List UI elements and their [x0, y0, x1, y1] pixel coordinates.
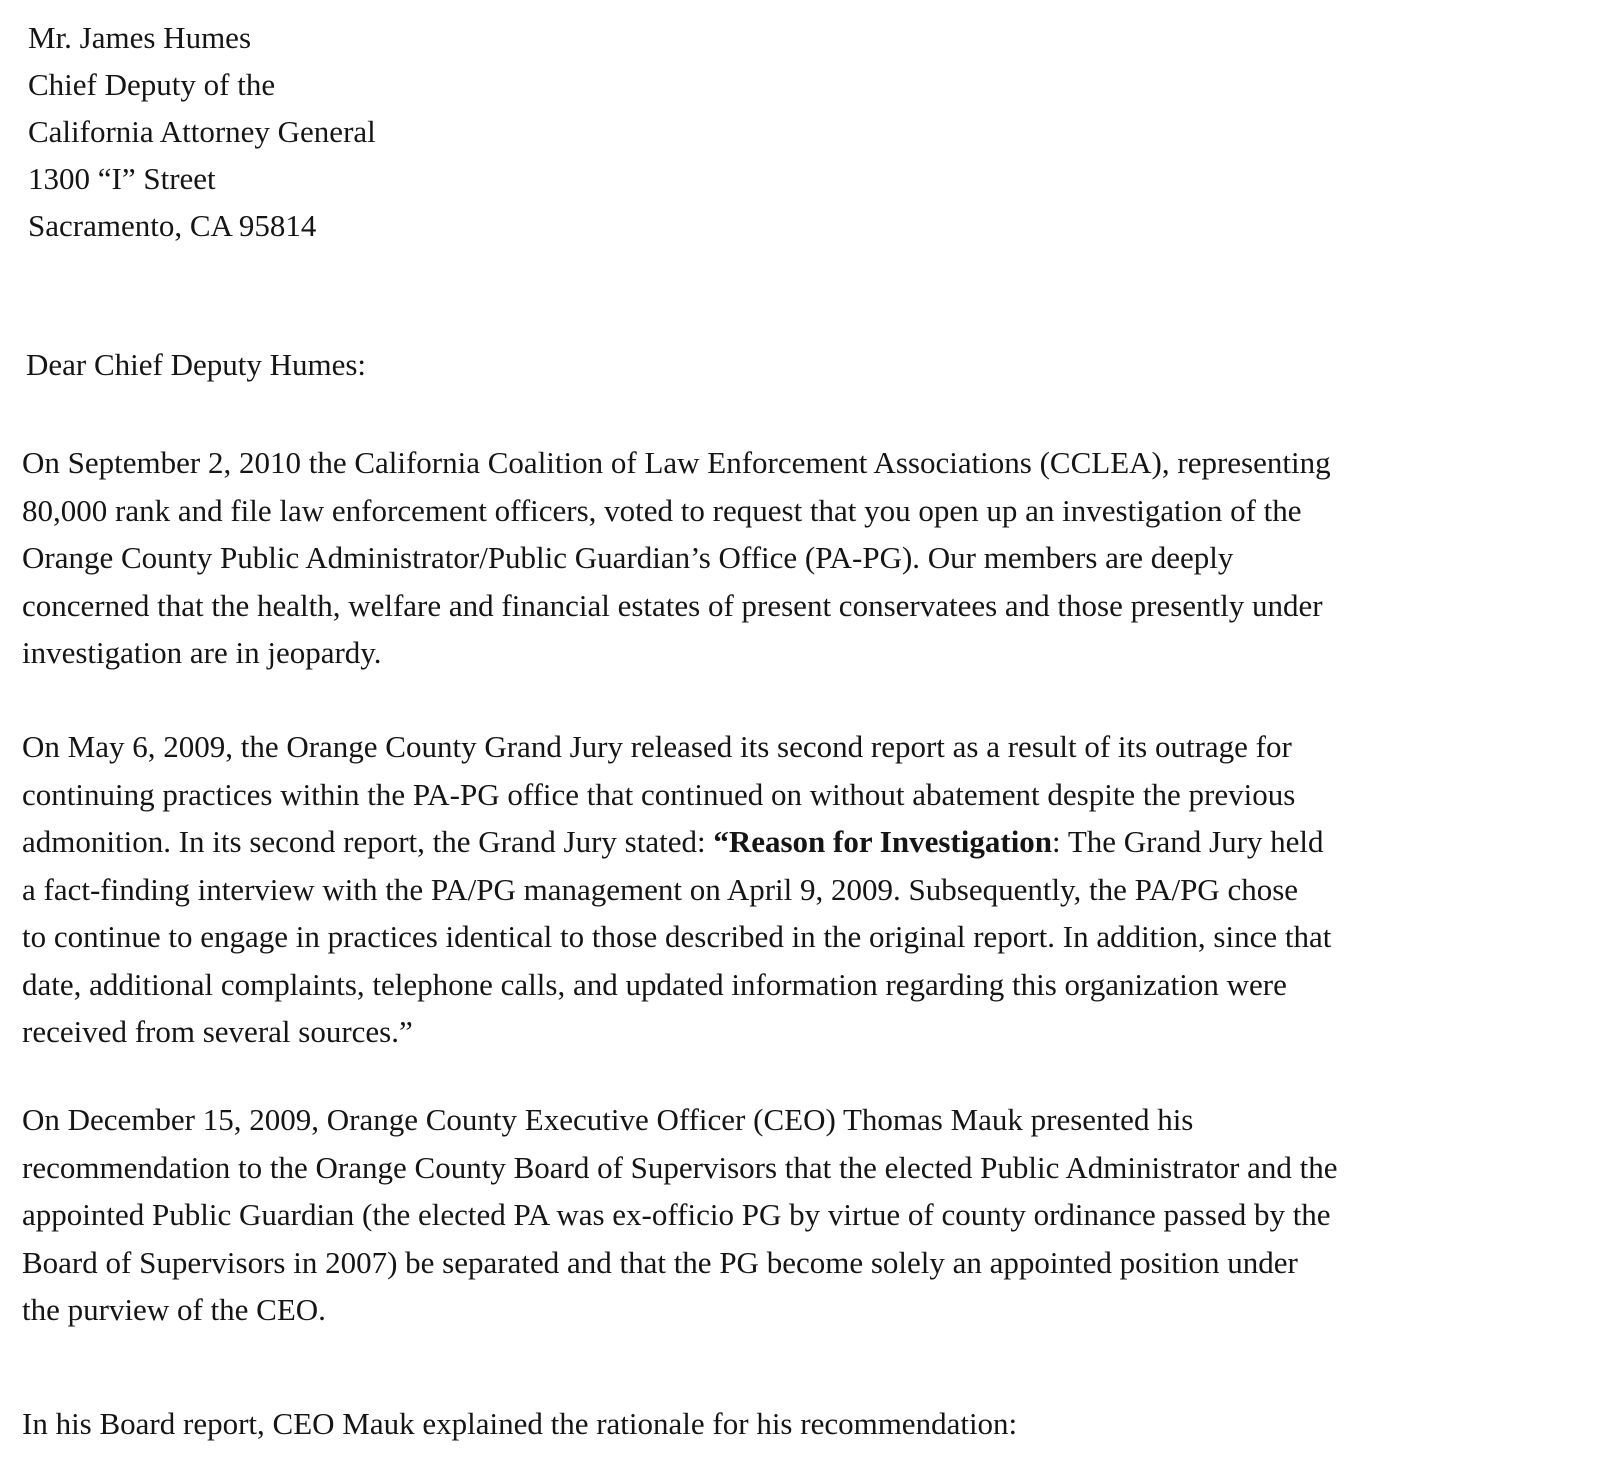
- address-line: California Attorney General: [28, 114, 376, 149]
- paragraph-line: the purview of the CEO.: [22, 1292, 326, 1327]
- paragraph-line: On September 2, 2010 the California Coalition of Law Enforcement Associations (CCLEA), representing: [22, 445, 1331, 480]
- salutation: Dear Chief Deputy Humes:: [26, 347, 367, 382]
- paragraph-line: On May 6, 2009, the Orange County Grand Jury released its second report as a result of its outrage for: [22, 729, 1292, 764]
- paragraph-ceo-recommendation: [22, 1096, 1588, 1334]
- paragraph-line: to continue to engage in practices identical to those described in the original report. In addition, since that: [22, 919, 1332, 954]
- paragraph-line: continuing practices within the PA-PG office that continued on without abatement despite the previous: [22, 776, 1296, 812]
- address-line: Chief Deputy of the: [28, 67, 276, 102]
- paragraph-text: admonition. In its second report, the Grand Jury stated:: [22, 824, 714, 859]
- paragraph-line: Orange County Public Administrator/Public Guardian’s Office (PA-PG). Our members are deeply: [22, 540, 1234, 575]
- paragraph-line: received from several sources.”: [22, 1014, 413, 1049]
- paragraph-line: On December 15, 2009, Orange County Executive Officer (CEO) Thomas Mauk presented his: [22, 1102, 1194, 1137]
- paragraph-line: appointed Public Guardian (the elected PA was ex-officio PG by virtue of county ordinance passed by the: [22, 1197, 1331, 1232]
- paragraph-line: 80,000 rank and file law enforcement officers, voted to request that you open up an investigation of the: [22, 492, 1302, 528]
- paragraph-board-report: [22, 1400, 1588, 1448]
- paragraph-text: : The Grand Jury held: [1052, 824, 1324, 859]
- paragraph-line: recommendation to the Orange County Board of Supervisors that the elected Public Administrator and the: [22, 1149, 1338, 1185]
- paragraph-grand-jury: [22, 723, 1588, 1056]
- paragraph-cclea-request: [22, 439, 1588, 677]
- paragraph-line: date, additional complaints, telephone calls, and updated information regarding this organization were: [22, 966, 1287, 1002]
- address-line: 1300 “I” Street: [28, 161, 216, 196]
- paragraph-line: concerned that the health, welfare and financial estates of present conservatees and those presently under: [22, 587, 1323, 623]
- paragraph-line: Board of Supervisors in 2007) be separated and that the PG become solely an appointed position under: [22, 1244, 1298, 1280]
- recipient-address: [28, 14, 376, 249]
- paragraph-line: In his Board report, CEO Mauk explained the rationale for his recommendation:: [22, 1406, 1018, 1441]
- bold-quote-heading: “Reason for Investigation: [713, 824, 1053, 859]
- address-line: Sacramento, CA 95814: [28, 208, 317, 243]
- address-line: Mr. James Humes: [28, 20, 252, 55]
- paragraph-line: a fact-finding interview with the PA/PG management on April 9, 2009. Subsequently, the PA/PG chose: [22, 871, 1299, 907]
- paragraph-line: [22, 818, 1588, 866]
- paragraph-line: investigation are in jeopardy.: [22, 635, 382, 670]
